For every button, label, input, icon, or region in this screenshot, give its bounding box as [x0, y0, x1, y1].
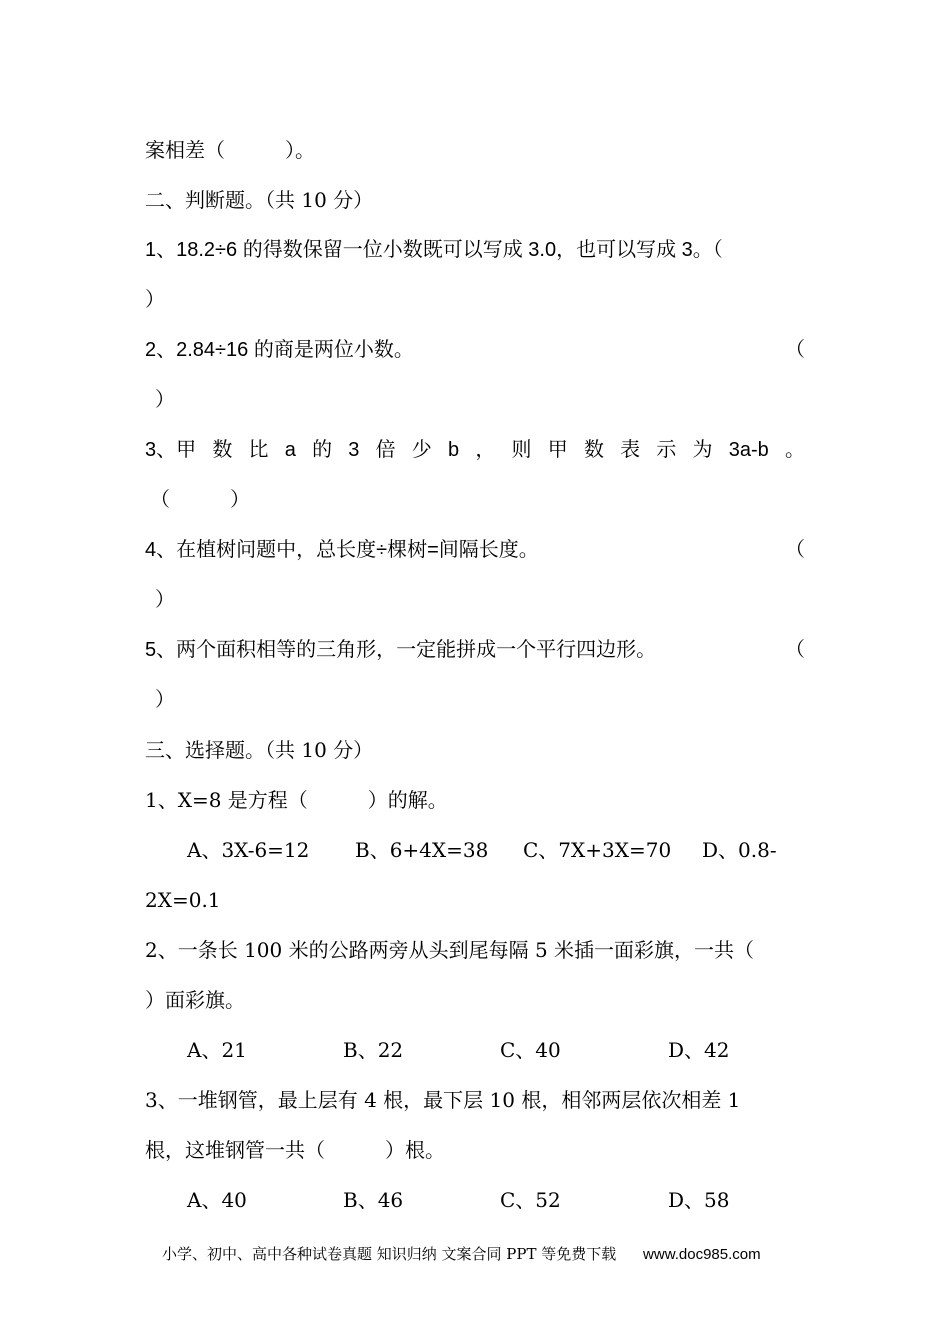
option-d: D、0.8- — [702, 838, 777, 862]
option-b: B、22 — [343, 1038, 404, 1062]
word: 的 — [312, 439, 333, 461]
answer-bracket: ） — [155, 689, 175, 711]
option-c: C、40 — [500, 1038, 561, 1062]
option-b: B、6+4X=38 — [355, 838, 489, 862]
word: 示 — [656, 439, 677, 461]
answer-bracket: ） — [145, 289, 165, 311]
option-c: C、52 — [500, 1188, 561, 1212]
word: 比 — [248, 439, 269, 461]
word: 少 — [411, 439, 432, 461]
option-a: A、21 — [187, 1038, 247, 1062]
word: 甲 — [547, 439, 568, 461]
word: 为 — [692, 439, 713, 461]
question-text: 2、2.84÷16 的商是两位小数。 — [145, 339, 414, 361]
option-b: B、46 — [343, 1188, 404, 1212]
word: a — [284, 439, 296, 461]
question-text: 4、在植树问题中，总长度÷棵树=间隔长度。 — [145, 539, 539, 561]
option-d: D、58 — [668, 1188, 730, 1212]
question-line: ）面彩旗。 — [145, 988, 245, 1012]
answer-bracket: ） — [155, 389, 175, 411]
word: 。 — [784, 439, 805, 461]
answer-bracket: （ — [785, 539, 805, 561]
question-line: 2、一条长 100 米的公路两旁从头到尾每隔 5 米插一面彩旗，一共（ — [145, 938, 755, 962]
question-line-justified — [145, 436, 805, 464]
footer-url[interactable]: www.doc985.com — [643, 1246, 761, 1263]
word: 3、甲 — [145, 439, 197, 461]
word: 3 — [348, 439, 360, 461]
word: 则 — [511, 439, 532, 461]
section-heading-judgement: 二、判断题。（共 10 分） — [145, 188, 374, 212]
word: 3a-b — [728, 439, 769, 461]
question-text: 5、两个面积相等的三角形，一定能拼成一个平行四边形。 — [145, 639, 657, 661]
option-c: C、7X+3X=70 — [523, 838, 672, 862]
section-heading-choice: 三、选择题。（共 10 分） — [145, 738, 374, 762]
page-footer — [162, 1242, 761, 1267]
question-line: 1、18.2÷6 的得数保留一位小数既可以写成 3.0，也可以写成 3。（ — [145, 239, 723, 261]
answer-bracket: （ — [785, 339, 805, 361]
question-line: 1、X=8 是方程（ ）的解。 — [145, 788, 448, 812]
word: 倍 — [375, 439, 396, 461]
option-d: D、42 — [668, 1038, 730, 1062]
question-line: 根，这堆钢管一共（ ）根。 — [145, 1138, 445, 1162]
word: b — [448, 439, 460, 461]
question-line — [145, 536, 805, 564]
word: 表 — [620, 439, 641, 461]
word: 数 — [583, 439, 604, 461]
question-line — [145, 636, 805, 664]
option-continuation: 2X=0.1 — [145, 888, 221, 912]
answer-bracket: ） — [155, 589, 175, 611]
question-line: 3、一堆钢管，最上层有 4 根，最下层 10 根，相邻两层依次相差 1 — [145, 1088, 741, 1112]
question-line — [145, 336, 805, 364]
footer-text: 小学、初中、高中各种试卷真题 知识归纳 文案合同 PPT 等免费下载 — [162, 1245, 617, 1263]
option-a: A、40 — [187, 1188, 247, 1212]
answer-bracket: （ ） — [150, 489, 250, 511]
word: ， — [475, 439, 496, 461]
answer-bracket: （ — [785, 639, 805, 661]
option-a: A、3X-6=12 — [187, 838, 310, 862]
text-line: 案相差（ ）。 — [145, 138, 315, 162]
word: 数 — [212, 439, 233, 461]
